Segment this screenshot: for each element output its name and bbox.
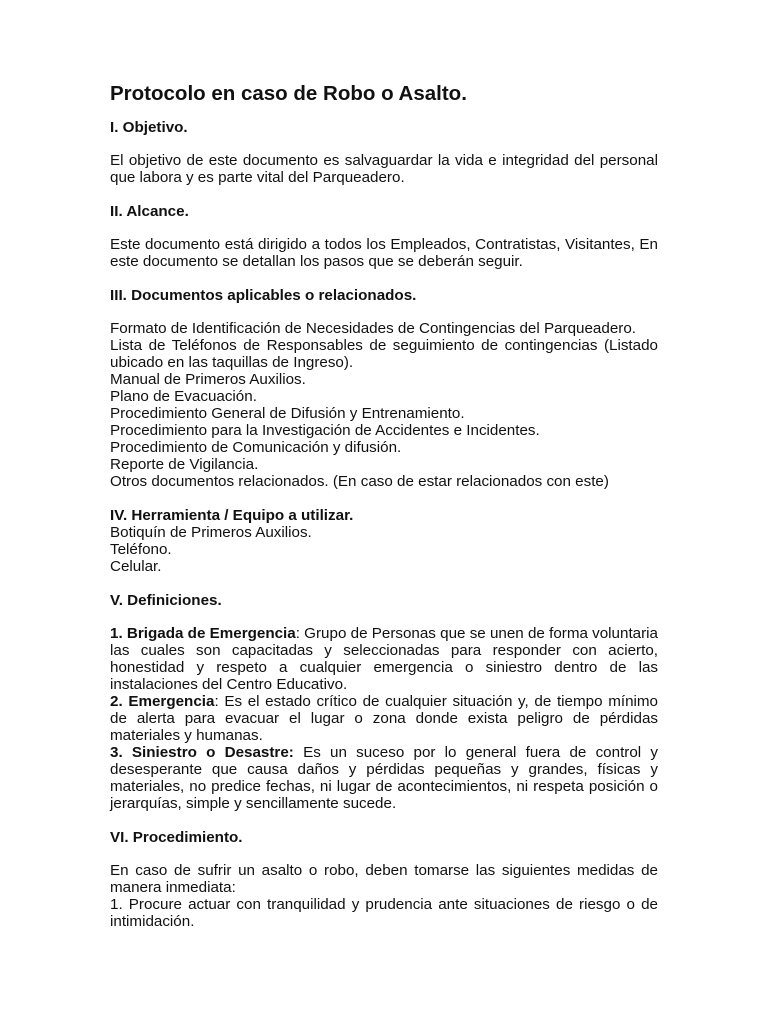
list-item: Lista de Teléfonos de Responsables de seguimiento de contingencias (Listado ubicado en las taquillas de Ingreso). <box>110 337 658 371</box>
list-item: Plano de Evacuación. <box>110 388 257 405</box>
section-text-procedimiento-intro: En caso de sufrir un asalto o robo, deben tomarse las siguientes medidas de manera inmediata: <box>110 862 658 896</box>
section-heading-alcance: II. Alcance. <box>110 203 189 220</box>
section-heading-procedimiento: VI. Procedimiento. <box>110 829 243 846</box>
list-item: Otros documentos relacionados. (En caso de estar relacionados con este) <box>110 473 609 490</box>
definition-text: : Grupo de Personas que se unen de forma voluntaria las cuales son capacitadas y seleccionadas para responder con acierto, honestidad y respeto a cualquier emergencia o siniestro dentro de las instalaciones del Centro Educativo. <box>110 625 658 693</box>
list-item: Reporte de Vigilancia. <box>110 456 259 473</box>
definition-text: Es un suceso por lo general fuera de control y desesperante que causa daños y pérdidas pequeñas y grandes, físicas y materiales, no predice fechas, ni lugar de acontecimientos, ni respeta posición o jerarquías, simple y sencillamente sucede. <box>110 744 658 812</box>
definition-item <box>110 625 658 693</box>
herramienta-list <box>110 524 658 575</box>
definition-item <box>110 744 658 812</box>
definition-term: 1. Brigada de Emergencia <box>110 625 296 642</box>
section-heading-objetivo: I. Objetivo. <box>110 119 188 136</box>
list-item: Celular. <box>110 558 162 575</box>
section-heading-definiciones: V. Definiciones. <box>110 592 222 609</box>
procedure-step: 1. Procure actuar con tranquilidad y prudencia ante situaciones de riesgo o de intimidación. <box>110 896 658 930</box>
definition-term: 2. Emergencia <box>110 693 215 710</box>
list-item: Procedimiento para la Investigación de Accidentes e Incidentes. <box>110 422 540 439</box>
section-heading-herramienta: IV. Herramienta / Equipo a utilizar. <box>110 507 354 524</box>
list-item: Teléfono. <box>110 541 172 558</box>
section-text-objetivo: El objetivo de este documento es salvaguardar la vida e integridad del personal que labora y es parte vital del Parqueadero. <box>110 152 658 186</box>
definition-item <box>110 693 658 744</box>
list-item: Manual de Primeros Auxilios. <box>110 371 306 388</box>
section-heading-documentos: III. Documentos aplicables o relacionados. <box>110 287 417 304</box>
list-item: Formato de Identificación de Necesidades de Contingencias del Parqueadero. <box>110 320 636 337</box>
definiciones-list <box>110 625 658 812</box>
list-item: Procedimiento General de Difusión y Entrenamiento. <box>110 405 465 422</box>
definition-text: : Es el estado crítico de cualquier situación y, de tiempo mínimo de alerta para evacuar el lugar o zona donde exista peligro de pérdidas materiales y humanas. <box>110 693 658 744</box>
list-item: Procedimiento de Comunicación y difusión. <box>110 439 402 456</box>
documentos-list <box>110 320 658 490</box>
list-item: Botiquín de Primeros Auxilios. <box>110 524 312 541</box>
section-text-alcance: Este documento está dirigido a todos los Empleados, Contratistas, Visitantes, En este documento se detallan los pasos que se deberán seguir. <box>110 236 658 270</box>
document-page <box>110 82 658 930</box>
definition-term: 3. Siniestro o Desastre: <box>110 744 294 761</box>
document-title: Protocolo en caso de Robo o Asalto. <box>110 82 467 105</box>
